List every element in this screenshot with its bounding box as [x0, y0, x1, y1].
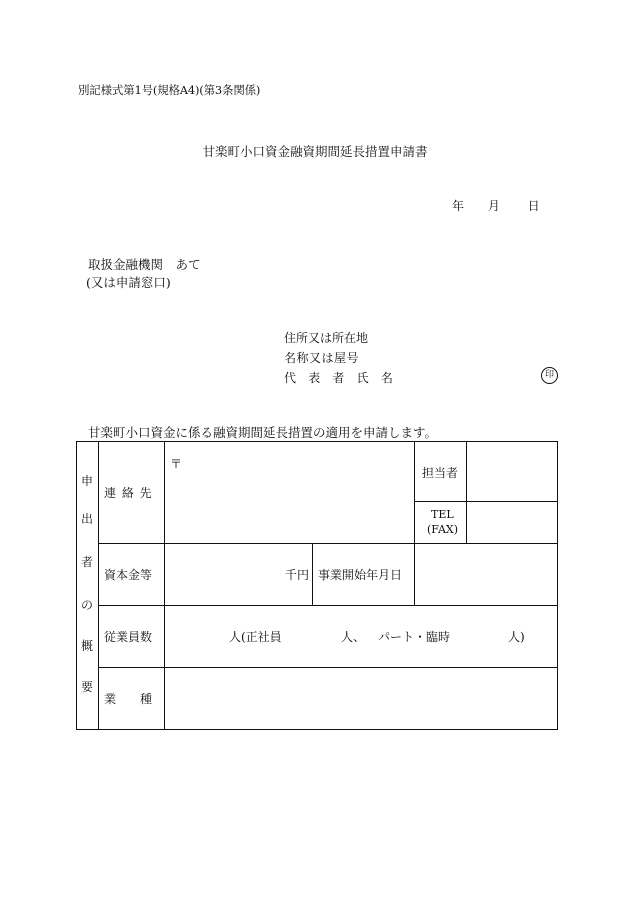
capital-label: 資本金等 [104, 568, 153, 582]
table-border-top [76, 441, 558, 442]
seal-mark: 印 [541, 367, 558, 384]
addressee-line-1: 取扱金融機関 あて [88, 257, 201, 272]
form-number-header: 別記様式第1号(規格A4)(第3条関係) [78, 83, 261, 97]
side-label-char: 要 [80, 680, 93, 694]
capital-unit: 千円 [285, 568, 310, 582]
postal-mark: 〒 [170, 457, 183, 471]
side-label-char: 出 [80, 512, 93, 526]
employees-parttime-label: パート・臨時 [378, 630, 451, 644]
side-label-char: 概 [80, 639, 93, 653]
date-month: 月 [487, 199, 500, 213]
date-year: 年 [452, 199, 465, 213]
table-border-right [557, 441, 558, 730]
contact-label: 連 絡 先 [104, 486, 153, 500]
side-label-char: 者 [80, 555, 93, 569]
table-divider-business-start [414, 543, 415, 605]
table-divider-contact-right [414, 441, 415, 543]
document-title: 甘楽町小口資金融資期間延長措置申請書 [202, 144, 428, 159]
employees-regular-unit: 人、 [341, 630, 366, 644]
applicant-name-label: 名称又は屋号 [284, 351, 360, 365]
person-in-charge-label: 担当者 [422, 466, 459, 480]
table-row-divider-1 [98, 543, 558, 544]
applicant-address-label: 住所又は所在地 [284, 331, 369, 345]
employees-total-unit: 人(正社員 [229, 630, 282, 644]
business-start-label: 事業開始年月日 [318, 568, 403, 582]
tel-label: TEL [431, 508, 454, 521]
request-statement: 甘楽町小口資金に係る融資期間延長措置の適用を申請します。 [88, 425, 438, 440]
table-divider-label [164, 441, 165, 730]
side-label-char: の [80, 598, 93, 612]
table-row-divider-2 [98, 605, 558, 606]
addressee-line-2: (又は申請窓口) [86, 275, 171, 290]
table-divider-capital [312, 543, 313, 605]
fax-label: (FAX) [427, 523, 459, 536]
employees-label: 従業員数 [104, 630, 153, 644]
side-label-char: 申 [80, 474, 93, 488]
employees-parttime-unit: 人) [508, 630, 525, 644]
applicant-representative-label: 代 表 者 氏 名 [284, 371, 398, 385]
date-line [452, 197, 540, 214]
table-divider-incharge [466, 441, 467, 543]
date-day: 日 [527, 199, 540, 213]
table-divider-side [98, 441, 99, 730]
table-divider-tel [414, 501, 558, 502]
table-row-divider-3 [98, 667, 558, 668]
industry-label: 業 種 [104, 692, 153, 706]
table-border-bottom [76, 729, 558, 730]
